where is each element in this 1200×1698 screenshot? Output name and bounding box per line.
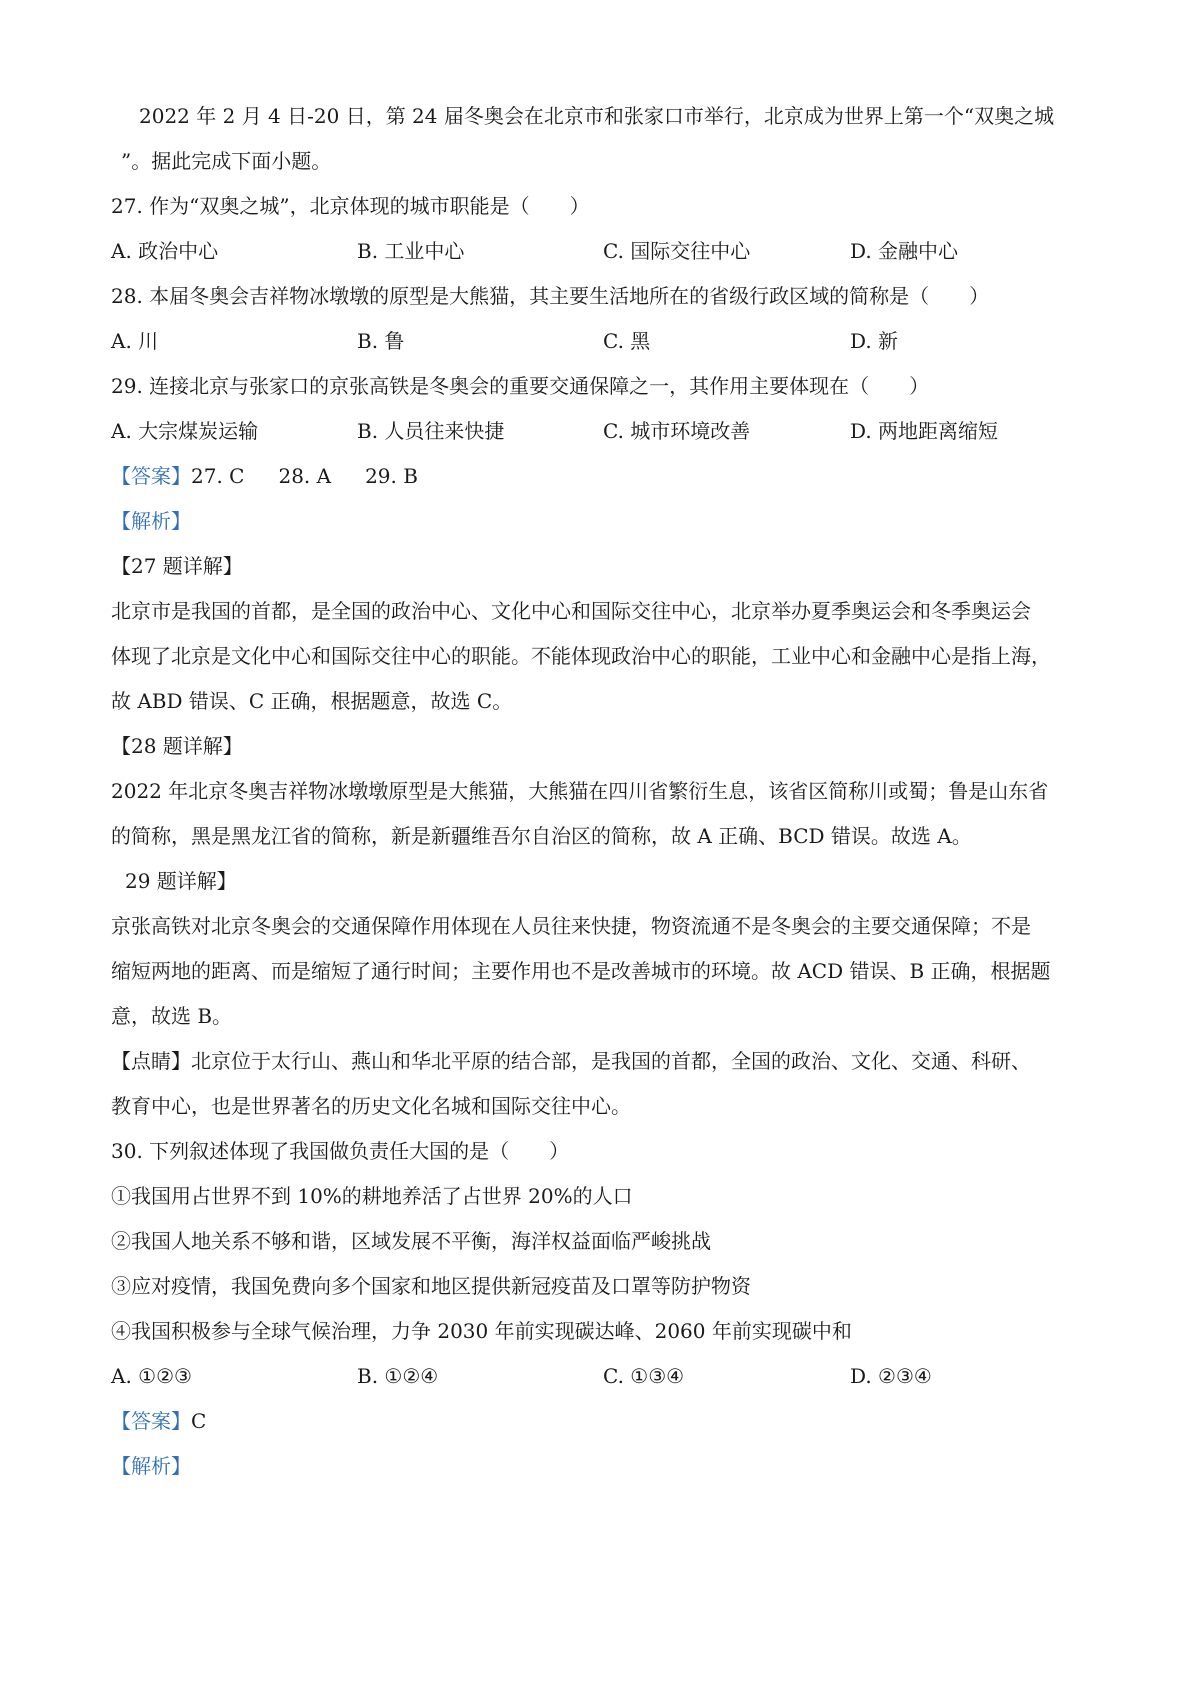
q29-option-b: B. 人员往来快捷 [357,419,505,443]
q30-option-b: B. ①②④ [357,1364,439,1388]
detail-27-line-1: 北京市是我国的首都，是全国的政治中心、文化中心和国际交往中心，北京举办夏季奥运会和冬季奥运会 [111,599,1031,623]
q29-option-d: D. 两地距离缩短 [850,419,999,443]
detail-28-title: 【28 题详解】 [111,734,243,758]
q30-stem: 30. 下列叙述体现了我国做负责任大国的是（ ） [111,1139,570,1163]
tip-label: 【点睛】 [111,1049,191,1073]
q29-option-c: C. 城市环境改善 [603,419,751,443]
q30-statement-2: ②我国人地关系不够和谐，区域发展不平衡，海洋权益面临严峻挑战 [111,1229,711,1253]
answer-30: C [191,1409,207,1433]
answer-29: 29. B [365,464,418,488]
answer-28: 28. A [278,464,332,488]
detail-27-title: 【27 题详解】 [111,554,243,578]
q27-option-b: B. 工业中心 [357,239,465,263]
tip-line-2: 教育中心，也是世界著名的历史文化名城和国际交往中心。 [111,1094,631,1118]
q28-option-c: C. 黑 [603,329,651,353]
detail-28-line-1: 2022 年北京冬奥吉祥物冰墩墩原型是大熊猫，大熊猫在四川省繁衍生息，该省区简称川或蜀；鲁是山东省 [111,779,1049,803]
q30-statement-1: ①我国用占世界不到 10%的耕地养活了占世界 20%的人口 [111,1184,633,1208]
answer-27: 27. C [191,464,245,488]
answer-line-2 [111,1406,206,1436]
q27-stem: 27. 作为“双奥之城”，北京体现的城市职能是（ ） [111,194,590,218]
detail-27-line-3: 故 ABD 错误、C 正确，根据题意，故选 C。 [111,689,513,713]
q29-stem: 29. 连接北京与张家口的京张高铁是冬奥会的重要交通保障之一，其作用主要体现在（ ） [111,374,930,398]
answer-line-1 [111,461,418,491]
tip-text-1: 北京位于太行山、燕山和华北平原的结合部，是我国的首都，全国的政治、文化、交通、科研、 [191,1049,1031,1073]
tip-line-1 [111,1046,1031,1076]
detail-29-line-1: 京张高铁对北京冬奥会的交通保障作用体现在人员往来快捷，物资流通不是冬奥会的主要交通保障；不是 [111,914,1031,938]
q28-option-b: B. 鲁 [357,329,405,353]
answer-label-2: 【答案】 [111,1409,191,1433]
answer-label: 【答案】 [111,464,191,488]
detail-29-line-3: 意，故选 B。 [111,1004,233,1028]
analysis-label: 【解析】 [111,509,191,533]
q27-option-a: A. 政治中心 [111,239,219,263]
q28-stem: 28. 本届冬奥会吉祥物冰墩墩的原型是大熊猫，其主要生活地所在的省级行政区域的简称是（ ） [111,284,990,308]
q28-option-d: D. 新 [850,329,899,353]
detail-29-title: 29 题详解】 [125,869,237,893]
q28-option-a: A. 川 [111,329,159,353]
detail-27-line-2: 体现了北京是文化中心和国际交往中心的职能。不能体现政治中心的职能，工业中心和金融中心是指上海， [111,644,1051,668]
q30-option-c: C. ①③④ [603,1364,685,1388]
detail-28-line-2: 的简称，黑是黑龙江省的简称，新是新疆维吾尔自治区的简称，故 A 正确、BCD 错误。故选 A。 [111,824,972,848]
q27-option-d: D. 金融中心 [850,239,959,263]
q30-statement-3: ③应对疫情，我国免费向多个国家和地区提供新冠疫苗及口罩等防护物资 [111,1274,751,1298]
analysis-label-2: 【解析】 [111,1454,191,1478]
intro-line-1: 2022 年 2 月 4 日-20 日，第 24 届冬奥会在北京市和张家口市举行，北京成为世界上第一个“双奥之城 [139,104,1055,128]
q29-option-a: A. 大宗煤炭运输 [111,419,259,443]
q27-option-c: C. 国际交往中心 [603,239,751,263]
q30-statement-4: ④我国积极参与全球气候治理，力争 2030 年前实现碳达峰、2060 年前实现碳中和 [111,1319,852,1343]
detail-29-line-2: 缩短两地的距离、而是缩短了通行时间；主要作用也不是改善城市的环境。故 ACD 错误、B 正确，根据题 [111,959,1051,983]
intro-line-2: ”。据此完成下面小题。 [121,149,332,173]
q30-option-d: D. ②③④ [850,1364,932,1388]
q30-option-a: A. ①②③ [111,1364,192,1388]
